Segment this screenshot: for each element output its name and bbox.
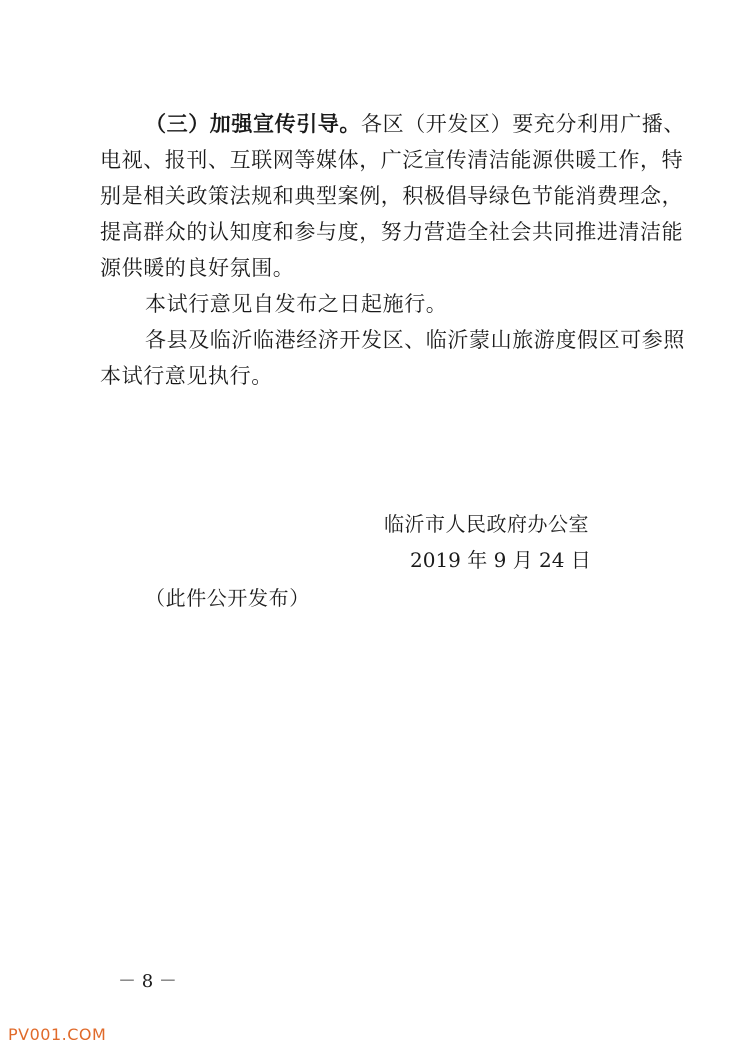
- site-watermark: PV001.COM: [8, 1025, 107, 1044]
- reference-line-1: 各县及临沂临港经济开发区、临沂蒙山旅游度假区可参照: [145, 328, 685, 352]
- issue-date: 2019 年 9 月 24 日: [410, 548, 591, 572]
- section3-line-5: 源供暖的良好氛围。: [100, 256, 295, 280]
- section3-line-1: [145, 110, 685, 138]
- reference-line-2: 本试行意见执行。: [100, 364, 273, 388]
- effective-paragraph: 本试行意见自发布之日起施行。: [145, 292, 448, 316]
- section3-line-2: 电视、报刊、互联网等媒体，广泛宣传清洁能源供暖工作，特: [100, 148, 684, 172]
- section3-heading: （三）加强宣传引导。: [145, 111, 361, 136]
- section3-line-3: 别是相关政策法规和典型案例，积极倡导绿色节能消费理念，: [100, 184, 684, 208]
- publication-note: （此件公开发布）: [145, 586, 310, 610]
- section3-line-1-text: 各区（开发区）要充分利用广播、: [361, 112, 685, 136]
- issuing-office: 临沂市人民政府办公室: [384, 512, 589, 536]
- page-number: － 8 －: [118, 971, 177, 992]
- section3-line-4: 提高群众的认知度和参与度，努力营造全社会共同推进清洁能: [100, 220, 684, 244]
